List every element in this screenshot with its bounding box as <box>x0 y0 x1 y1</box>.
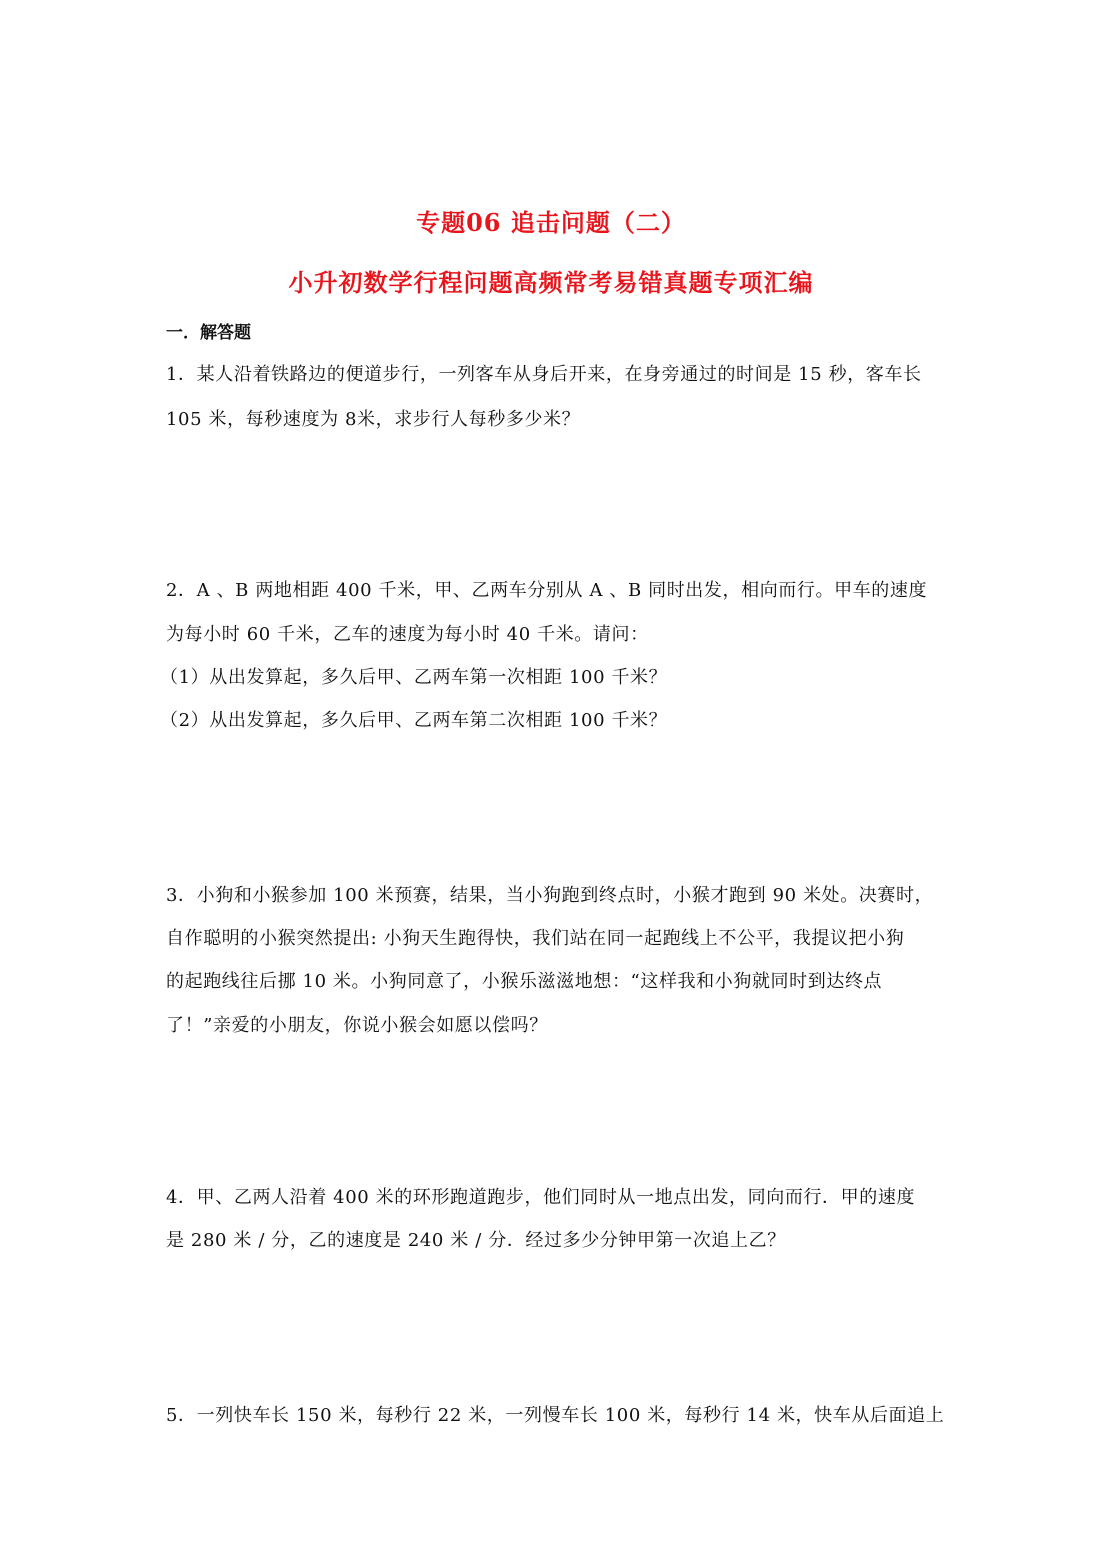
question-3-line-1: 3．小狗和小猴参加 100 米预赛，结果，当小狗跑到终点时，小猴才跑到 90 米处。决赛时， <box>166 885 934 906</box>
question-1-line-2: 105 米，每秒速度为 8米，求步行人每秒多少米？ <box>166 409 581 430</box>
page-subtitle: 小升初数学行程问题高频常考易错真题专项汇编 <box>288 268 814 297</box>
page-title: 专题06 追击问题（二） <box>416 208 686 237</box>
question-4-line-2: 是 280 米 / 分，乙的速度是 240 米 / 分．经过多少分钟甲第一次追上乙？ <box>166 1230 786 1251</box>
question-3-line-3: 的起跑线往后挪 10 米。小狗同意了，小猴乐滋滋地想：“这样我和小狗就同时到达终点 <box>166 971 883 992</box>
question-3-line-4: 了！”亲爱的小朋友，你说小猴会如愿以偿吗？ <box>166 1015 548 1036</box>
question-2-line-2: 为每小时 60 千米，乙车的速度为每小时 40 千米。请问： <box>166 624 649 645</box>
question-4-line-1: 4．甲、乙两人沿着 400 米的环形跑道跑步，他们同时从一地点出发，同向而行．甲的速度 <box>166 1187 916 1208</box>
question-2-part-1: （1）从出发算起，多久后甲、乙两车第一次相距 100 千米？ <box>160 667 668 688</box>
question-3-line-2: 自作聪明的小猴突然提出: 小狗天生跑得快，我们站在同一起跑线上不公平，我提议把小狗 <box>166 928 905 949</box>
question-1-line-1: 1．某人沿着铁路边的便道步行，一列客车从身后开来，在身旁通过的时间是 15 秒，客车长 <box>166 364 922 385</box>
question-5-line-1: 5．一列快车长 150 米，每秒行 22 米，一列慢车长 100 米，每秒行 14 米，快车从后面追上 <box>166 1405 945 1426</box>
question-2-line-1: 2．A 、B 两地相距 400 千米，甲、乙两车分别从 A 、B 同时出发，相向而行。甲车的速度 <box>166 580 928 601</box>
section-heading: 一．解答题 <box>166 323 251 343</box>
question-2-part-2: （2）从出发算起，多久后甲、乙两车第二次相距 100 千米？ <box>160 710 668 731</box>
